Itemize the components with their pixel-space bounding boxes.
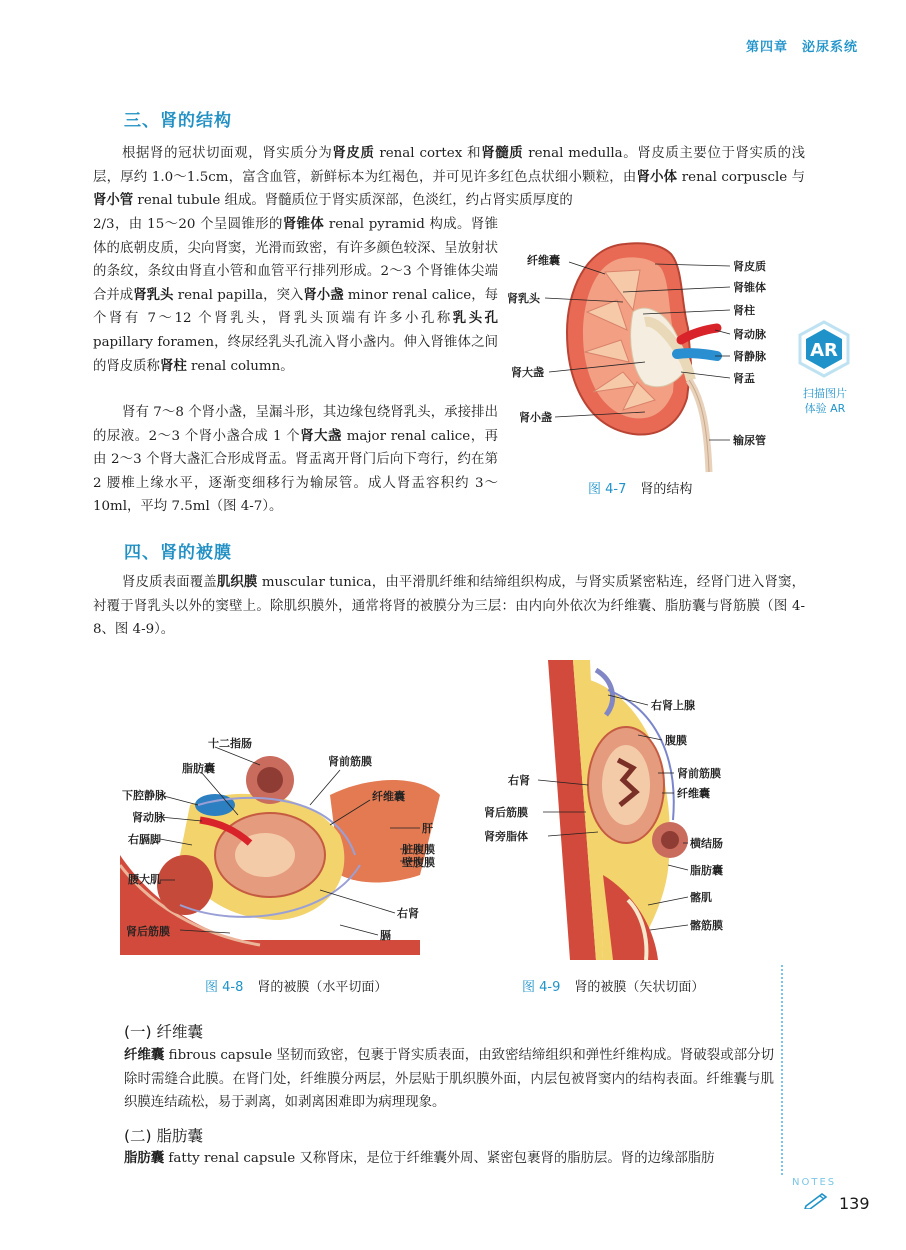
figure-number: 图 4-7 [588, 482, 627, 497]
label-minor-calyx: 肾小盏 [519, 411, 552, 424]
figure-number: 图 4-8 [205, 980, 244, 995]
figure-title: 肾的被膜（水平切面） [257, 980, 388, 995]
label-posterior-fascia: 肾后筋膜 [126, 925, 170, 938]
label-renal-vein: 肾静脉 [733, 350, 766, 363]
label-liver: 肝 [422, 822, 433, 835]
label-fat-capsule: 脂肪囊 [690, 864, 723, 877]
chapter-header: 第四章 泌尿系统 [745, 40, 858, 55]
figure-4-7-caption [588, 478, 692, 497]
paragraph-structure-1: 根据肾的冠状切面观，肾实质分为肾皮质 renal cortex 和肾髓质 renal medulla。肾皮质主要位于肾实质的浅层，厚约 1.0～1.5cm，富含血管，新鲜标本为红褐色，并可见许多红色点状细小颗粒，由肾小体 renal corpuscle 与肾小管 renal tubule 组成。肾髓质位于肾实质深部，色淡红，约占肾实质厚度的 [93, 146, 806, 209]
paragraph-structure-2: 肾有 7～8 个肾小盏，呈漏斗形，其边缘包绕肾乳头，承接排出的尿液。2～3 个肾小盏合成 1 个肾大盏 major renal calice，再由 2～3 个肾大盏汇合形成肾盂。肾盂离开肾门后向下弯行，约在第 2 腰椎上缘水平，逐渐变细移行为输尿管。成人肾盂容积约 3～10ml，平均 7.5ml（图 4-7）。 [93, 405, 499, 515]
kidney-horizontal-section-figure [120, 735, 460, 955]
label-psoas: 腰大肌 [128, 873, 161, 886]
label-renal-cortex: 肾皮质 [733, 260, 766, 273]
label-peritoneum: 腹膜 [665, 734, 687, 747]
label-renal-column: 肾柱 [733, 304, 755, 317]
label-visceral-peritoneum: 脏腹膜 [402, 843, 435, 856]
label-adrenal: 右肾上腺 [651, 699, 695, 712]
figure-4-9-caption [522, 976, 704, 995]
figure-4-8-caption [205, 976, 387, 995]
label-iliac-fascia: 髂筋膜 [690, 919, 723, 932]
label-right-kidney: 右肾 [397, 907, 419, 920]
ar-caption: 扫描图片 体验 AR [803, 387, 847, 415]
figure-title: 肾的被膜（矢状切面） [574, 980, 705, 995]
section-title-capsules: 四、肾的被膜 [124, 543, 232, 563]
paragraph-fat: 脂肪囊 fatty renal capsule 又称肾床，是位于纤维囊外周、紧密包裹肾的脂肪层。肾的边缘部脂肪 [124, 1151, 715, 1166]
label-ureter: 输尿管 [733, 434, 766, 447]
label-anterior-fascia: 肾前筋膜 [328, 755, 372, 768]
label-right-kidney: 右肾 [508, 774, 530, 787]
label-renal-pyramid: 肾锥体 [733, 281, 766, 294]
label-anterior-fascia: 肾前筋膜 [677, 767, 721, 780]
figure-number: 图 4-9 [522, 980, 561, 995]
paragraph-fibrous: 纤维囊 fibrous capsule 坚韧而致密，包裹于肾实质表面，由致密结缔组织和弹性纤维构成。肾破裂或部分切除时需缝合此膜。在肾门处，纤维膜分两层，外层贴于肌织膜外面，内层包被肾窦内的结构表面。纤维囊与肌织膜连结疏松，易于剥离，如剥离困难即为病理现象。 [124, 1048, 774, 1111]
label-renal-papilla: 肾乳头 [507, 292, 540, 305]
label-renal-artery: 肾动脉 [132, 811, 165, 824]
paragraph-structure-1b: 2/3，由 15～20 个呈圆锥形的肾锥体 renal pyramid 构成。肾锥体的底朝皮质，尖向肾窦，光滑而致密，有许多颜色较深、呈放射状的条纹，条纹由肾直小管和血管平行排列形成。2～3 个肾锥体尖端合并成肾乳头 renal papilla，突入肾小盏 minor renal calice，每个肾有 7～12 个肾乳头，肾乳头顶端有许多小孔称乳头孔 papillary foramen，终尿经乳头孔流入肾小盏内。伸入肾锥体之间的肾皮质称肾柱 renal column。 [93, 217, 499, 374]
label-duodenum: 十二指肠 [208, 737, 252, 750]
label-diaphragm: 膈 [380, 929, 391, 942]
ar-scan-badge[interactable] [795, 320, 855, 416]
section-title-structure: 三、肾的结构 [124, 111, 232, 131]
notes-label: NOTES [792, 1177, 837, 1188]
label-fibrous-capsule: 纤维囊 [527, 254, 560, 267]
label-fibrous-capsule: 纤维囊 [372, 790, 405, 803]
figure-title: 肾的结构 [640, 482, 693, 497]
subsection-title-fat: (二) 脂肪囊 [124, 1127, 204, 1145]
svg-text:AR: AR [810, 340, 838, 361]
label-iliacus: 髂肌 [690, 891, 712, 904]
label-posterior-fascia: 肾后筋膜 [484, 806, 528, 819]
label-transverse-colon: 横结肠 [690, 837, 723, 850]
label-fat-capsule: 脂肪囊 [182, 762, 215, 775]
page-number: 139 [839, 1194, 870, 1213]
label-pararenal-fat: 肾旁脂体 [484, 830, 528, 843]
label-renal-artery: 肾动脉 [733, 328, 766, 341]
label-major-calyx: 肾大盏 [511, 366, 544, 379]
pen-icon [803, 1191, 829, 1209]
paragraph-capsules: 肾皮质表面覆盖肌织膜 muscular tunica，由平滑肌纤维和结缔组织构成，与肾实质紧密粘连，经肾门进入肾窦，衬覆于肾乳头以外的窦壁上。除肌织膜外，通常将肾的被膜分为三层：由内向外依次为纤维囊、脂肪囊与肾筋膜（图 4-8、图 4-9）。 [93, 575, 806, 638]
kidney-structure-figure [505, 222, 795, 482]
label-renal-pelvis: 肾盂 [733, 372, 755, 385]
margin-divider [781, 965, 783, 1175]
label-ivc: 下腔静脉 [122, 789, 166, 802]
kidney-sagittal-section-figure [478, 660, 783, 960]
ar-icon [795, 320, 853, 378]
label-parietal-peritoneum: 壁腹膜 [402, 856, 435, 869]
label-right-crus: 右膈脚 [128, 833, 161, 846]
subsection-title-fibrous: (一) 纤维囊 [124, 1023, 204, 1041]
label-fibrous-capsule: 纤维囊 [677, 787, 710, 800]
